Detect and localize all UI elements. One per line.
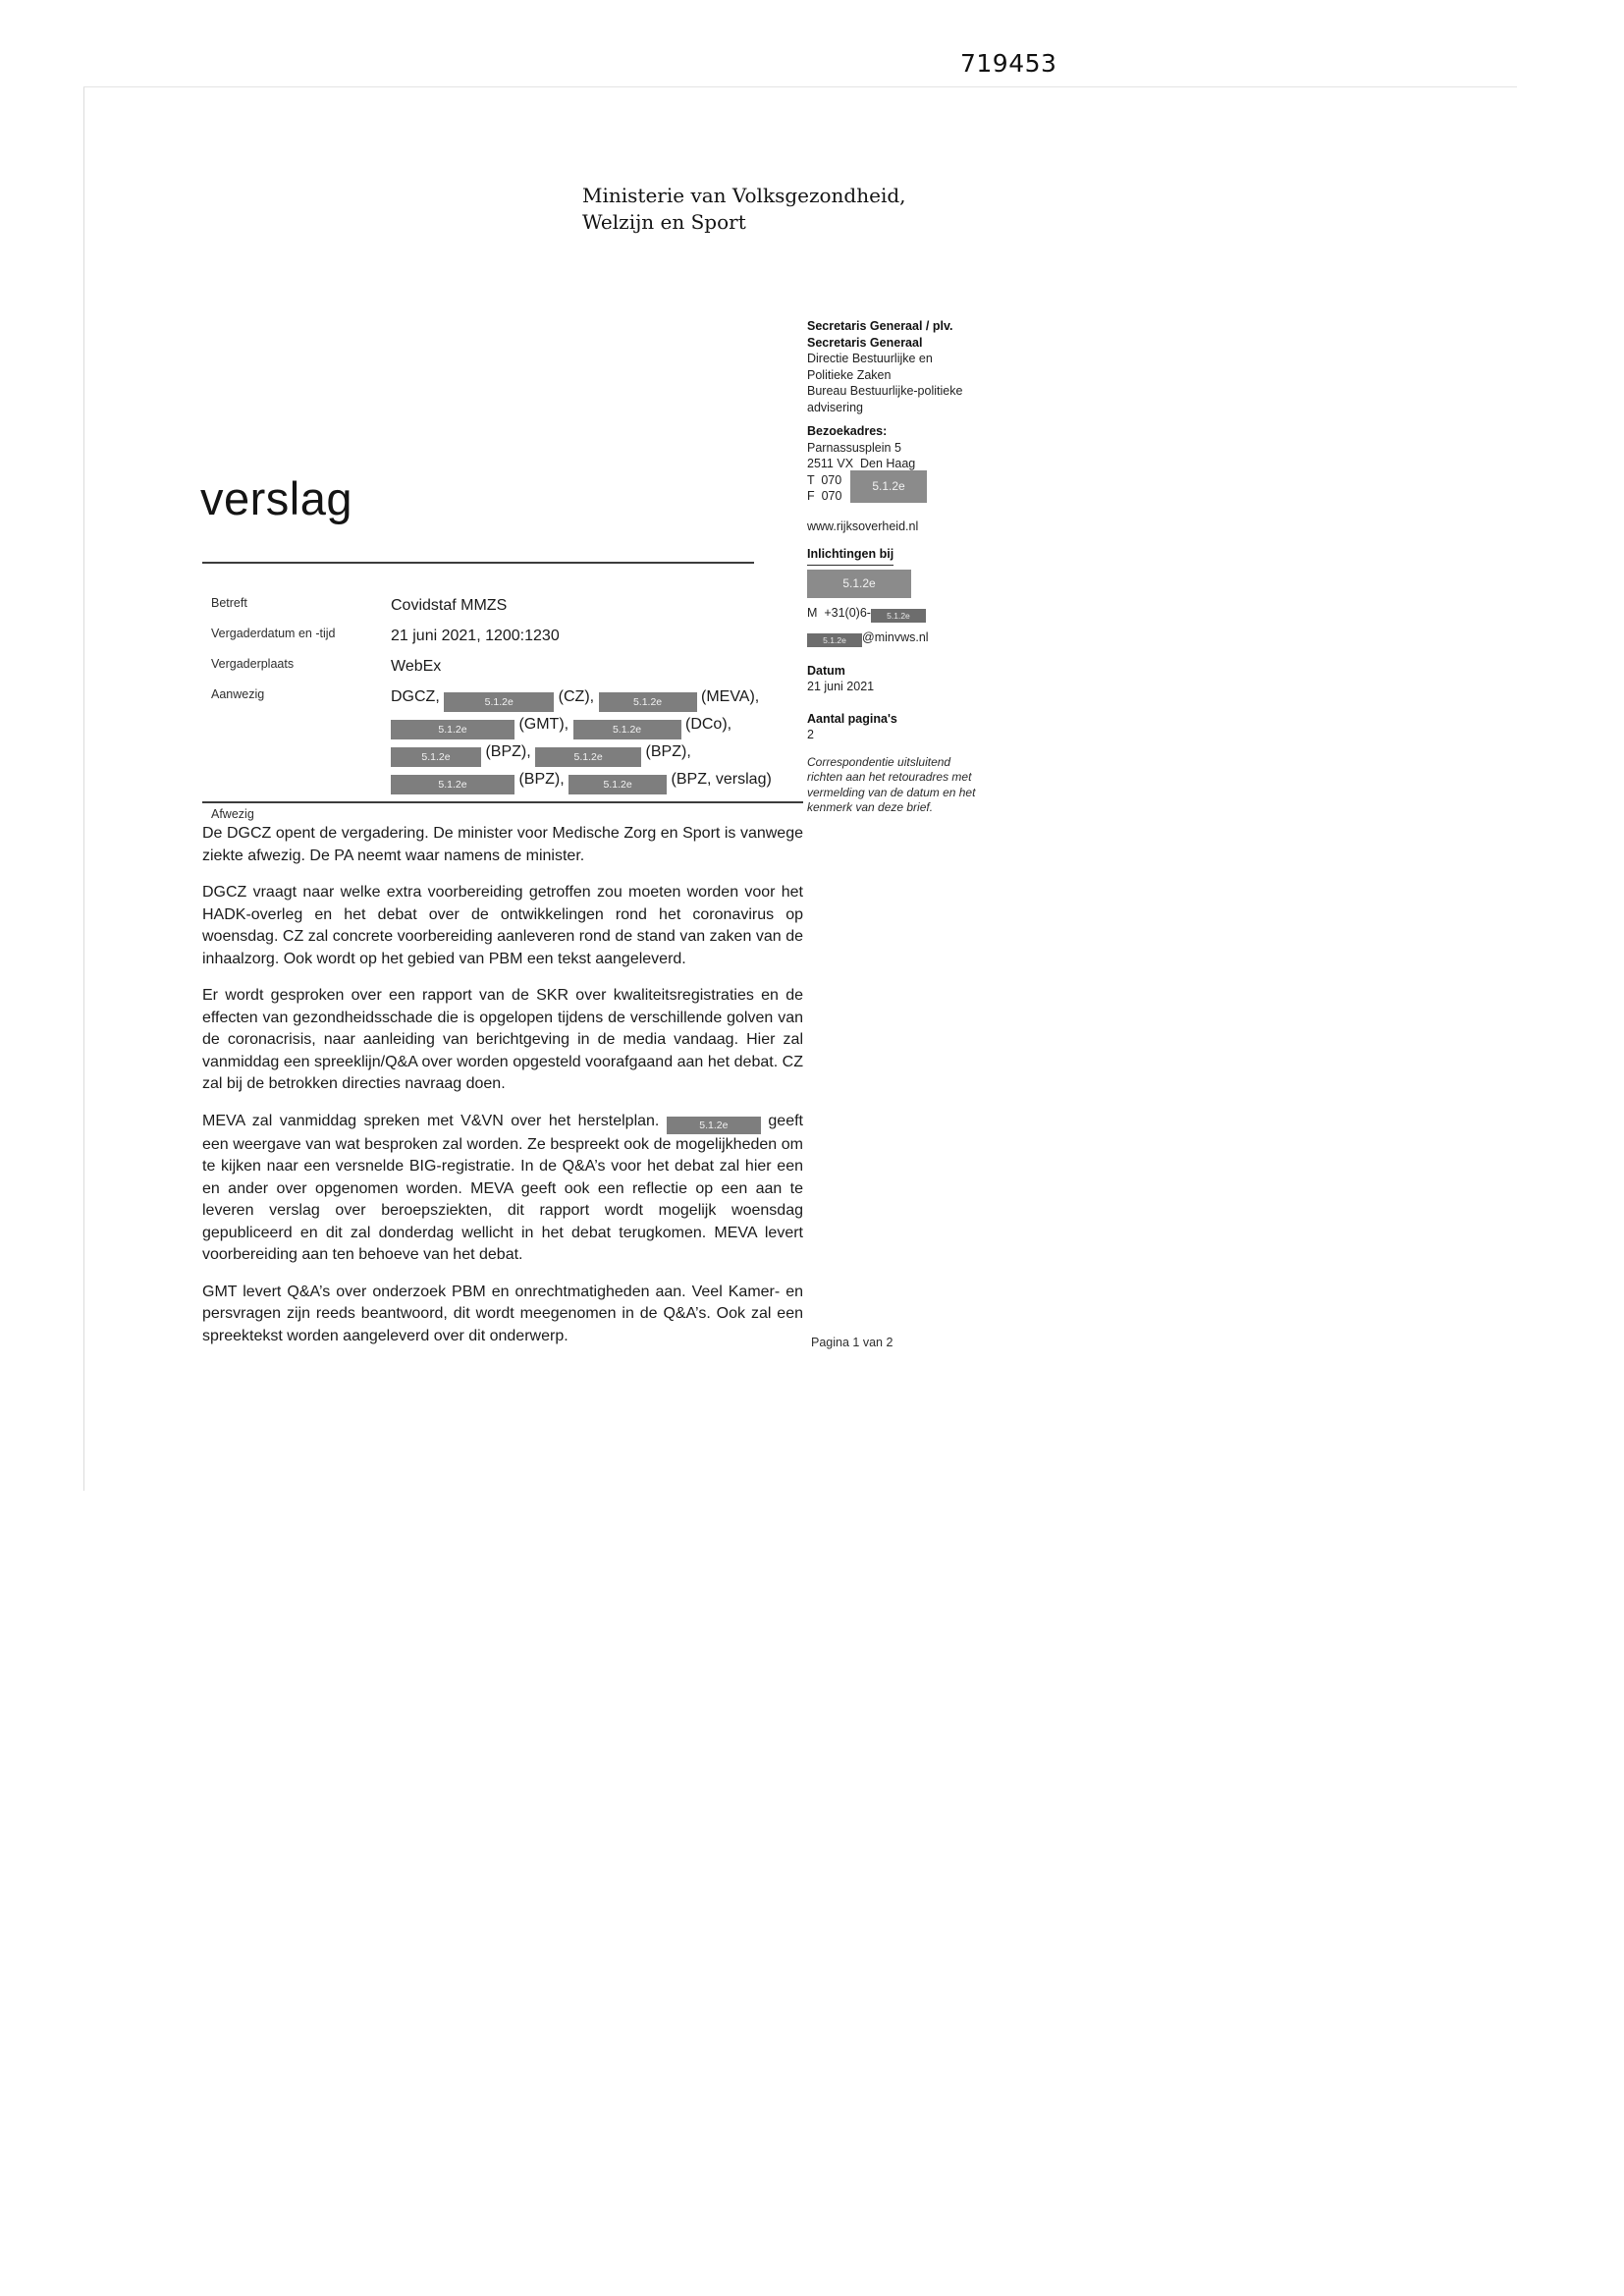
meta-label: Betreft [211,596,247,610]
redaction-bar: 5.1.2e [807,570,911,598]
redaction-bar: 5.1.2e [850,470,927,503]
paragraph-4 [202,1111,803,1267]
phone-f-line: F 070 [807,489,842,503]
org-unit-line: Directie Bestuurlijke en [807,352,933,365]
visit-address-label: Bezoekadres: [807,424,888,438]
paragraph-5 [202,1282,803,1348]
meta-table [211,593,800,832]
text-run: DGCZ vraagt naar welke extra voorbereiding getroffen zou moeten worden voor het HADK-overleg en het debat over de ontwikkelingen rond het coronavirus op woensdag. CZ zal concrete voorbereiding aanleveren rond de stand van zaken van de inhaalzorg. Ook wordt op het gebied van PBM een tekst aangeleverd. [202,884,803,967]
website-url: www.rijksoverheid.nl [807,519,919,533]
paragraph-1 [202,823,803,867]
mobile-prefix: M +31(0)6- [807,605,871,620]
phone-t-line: T 070 [807,472,842,487]
redaction-bar: 5.1.2e [807,633,862,647]
page-count-block [807,711,976,743]
redaction-bar: 5.1.2e [667,1117,761,1134]
org-name-line: Secretaris Generaal / plv. [807,319,953,333]
contact-block [807,546,976,647]
text-run: (BPZ), [481,743,536,760]
meta-row-vergaderdatum [211,624,800,648]
redaction-bar: 5.1.2e [599,692,697,712]
org-unit-line: Politieke Zaken [807,367,892,382]
text-run: (BPZ), [514,771,569,788]
body-text [202,823,803,1362]
text-run: (DCo), [680,716,732,733]
address-line: 2511 VX Den Haag [807,457,916,470]
text-run: (BPZ), [641,743,691,760]
date-value: 21 juni 2021 [807,680,875,693]
date-block [807,663,976,695]
text-run: De DGCZ opent de vergadering. De minister voor Medische Zorg en Sport is vanwege ziekte afwezig. De PA neemt waar namens de minister. [202,825,803,864]
correspondence-note: Correspondentie uitsluitend richten aan het retouradres met vermelding van de datum en het kenmerk van deze brief. [807,754,976,814]
meta-value: 21 juni 2021, 1200:1230 [391,628,560,644]
redaction-bar: 5.1.2e [568,775,667,794]
paragraph-2 [202,882,803,970]
text-run: (CZ), [554,688,599,705]
scan-edge-left [83,86,84,1491]
org-unit-line: Bureau Bestuurlijke-politieke [807,384,963,398]
redaction-bar: 5.1.2e [444,692,554,712]
visit-address-block [807,423,976,505]
address-line: Parnassusplein 5 [807,440,901,455]
meta-value: Covidstaf MMZS [391,597,508,614]
page-count-value: 2 [807,728,814,741]
redaction-bar: 5.1.2e [871,609,926,623]
document-title: verslag [200,472,353,524]
paragraph-3 [202,985,803,1096]
org-name-line: Secretaris Generaal [807,335,923,350]
text-run: (GMT), [514,716,573,733]
redaction-bar: 5.1.2e [535,747,641,767]
text-run: GMT levert Q&A’s over onderzoek PBM en onrechtmatigheden aan. Veel Kamer- en persvragen zijn reeds beantwoord, dit wordt meegenomen in de Q&A’s. Ook zal een spreektekst worden aangeleverd over dit onderwerp. [202,1283,803,1344]
redaction-bar: 5.1.2e [573,720,681,739]
date-label: Datum [807,663,845,678]
redaction-bar: 5.1.2e [391,720,514,739]
org-unit-line: advisering [807,400,863,414]
email-suffix: @minvws.nl [862,629,929,644]
meta-row-aanwezig [211,684,800,794]
meta-label: Vergaderplaats [211,657,295,671]
meta-row-vergaderplaats [211,654,800,679]
page-footer: Pagina 1 van 2 [811,1336,893,1349]
ministry-name [582,183,906,236]
ministry-line-1: Ministerie van Volksgezondheid, [582,184,906,207]
mobile-line [807,605,976,623]
scan-edge-top [83,86,1517,87]
document-number: 719453 [960,49,1057,78]
attendees-value [391,684,774,794]
website-block [807,519,976,535]
page-count-label: Aantal pagina's [807,711,897,726]
meta-label: Vergaderdatum en -tijd [211,627,336,640]
meta-label: Afwezig [211,807,254,821]
text-run: geeft een weergave van wat besproken zal worden. Ze bespreekt ook de mogelijkheden om te kijken naar een versnelde BIG-registratie. In de Q&A’s voor het debat zal hier een en ander over opgenomen worden. MEVA geeft ook een reflectie op een aan te leveren verslag over beroepsziekten, dit rapport wordt mogelijk woensdag gepubliceerd en dit zal donderdag wellicht in het debat terugkomen. MEVA levert voorbereiding aan ten behoeve van het debat. [202,1112,803,1263]
contact-label: Inlichtingen bij [807,546,893,566]
text-run: Er wordt gesproken over een rapport van de SKR over kwaliteitsregistraties en de effecten van gezondheidsschade die is opgelopen tijdens de verschillende golven van de coronacrisis, naar aanleiding van berichtgeving in de media vandaag. Hier zal vanmiddag een spreeklijn/Q&A over worden opgesteld voorafgaand aan het debat. CZ zal bij de betrokken directies navraag doen. [202,987,803,1092]
meta-label: Aanwezig [211,687,265,701]
letterhead-sidebar [807,318,976,816]
text-run: MEVA zal vanmiddag spreken met V&VN over het herstelplan. [202,1112,667,1129]
divider-top [202,562,754,564]
text-run: (BPZ, verslag) [667,771,772,788]
text-run: (MEVA), [696,688,760,705]
ministry-line-2: Welzijn en Sport [582,210,746,234]
redaction-bar: 5.1.2e [391,747,481,767]
org-block [807,318,976,415]
text-run: DGCZ, [391,688,445,705]
divider-bottom [202,801,803,803]
meta-row-betreft [211,593,800,618]
redaction-bar: 5.1.2e [391,775,514,794]
email-line [807,629,976,647]
meta-value: WebEx [391,658,442,675]
